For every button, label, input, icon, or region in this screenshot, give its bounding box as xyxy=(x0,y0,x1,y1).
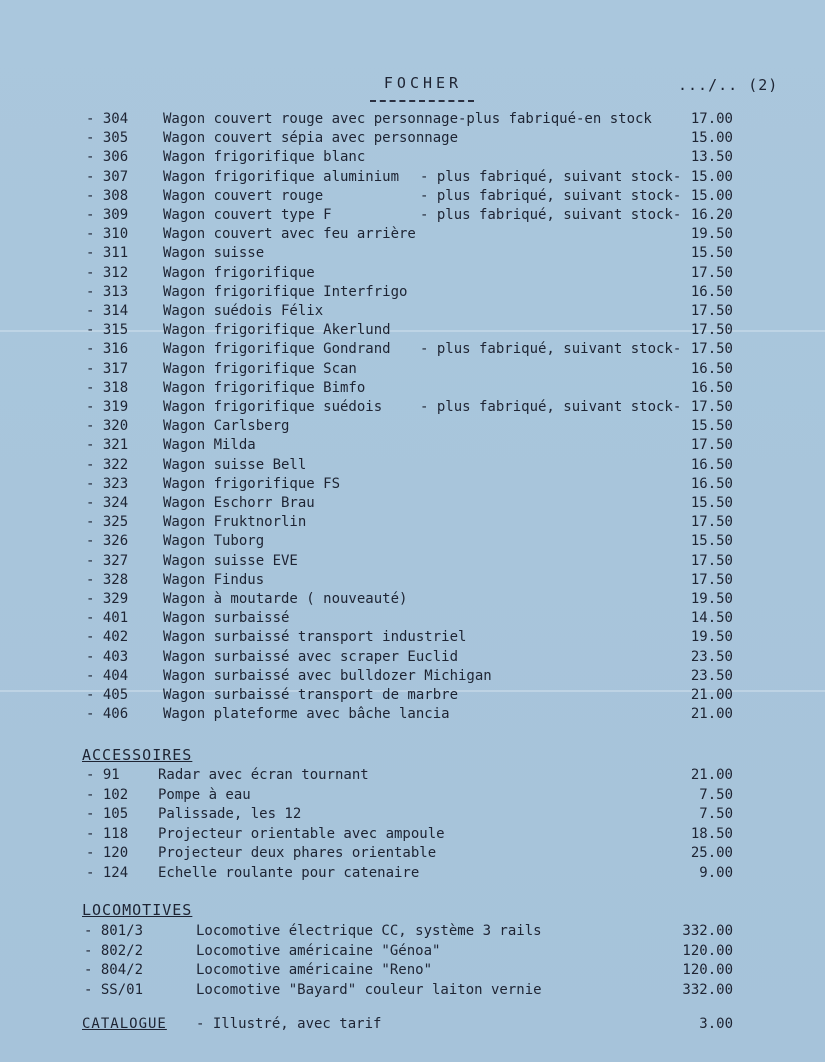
item-code: - 305 xyxy=(86,130,129,147)
item-desc: Wagon suisse EVE xyxy=(163,552,298,569)
item-code: - 403 xyxy=(86,648,129,665)
item-note: - plus fabriqué, suivant stock- xyxy=(420,399,682,415)
item-price: 16.50 xyxy=(690,379,733,396)
list-item xyxy=(0,706,825,725)
page-reference: .../.. (2) xyxy=(678,76,779,94)
item-desc: Palissade, les 12 xyxy=(158,806,302,822)
item-price: 21.00 xyxy=(690,687,733,703)
list-item xyxy=(0,826,825,845)
item-desc: Projecteur deux phares orientable xyxy=(158,845,437,861)
list-item xyxy=(0,943,825,962)
item-price: 19.50 xyxy=(690,591,733,607)
item-code: - 318 xyxy=(86,379,129,396)
list-item xyxy=(0,514,825,533)
list-item xyxy=(0,303,825,322)
list-item xyxy=(0,284,825,303)
list-item xyxy=(0,668,825,687)
item-price: 17.50 xyxy=(690,264,733,281)
item-desc: Wagon suisse xyxy=(163,245,265,262)
title-underline xyxy=(370,100,474,102)
item-price: 17.50 xyxy=(690,303,733,319)
item-desc: Locomotive américaine "Génoa" xyxy=(196,942,441,959)
item-code: - 304 xyxy=(86,111,129,127)
item-desc: Wagon frigorifique Interfrigo xyxy=(163,283,408,300)
item-price: 9.00 xyxy=(699,864,733,881)
item-price: 15.50 xyxy=(690,245,733,262)
item-desc: Wagon surbaissé avec scraper Euclid xyxy=(163,648,459,665)
item-desc: Wagon surbaissé transport de marbre xyxy=(163,687,459,703)
item-desc: Wagon frigorifique Scan xyxy=(163,360,357,377)
list-item xyxy=(0,437,825,456)
item-price: 16.50 xyxy=(690,283,733,300)
list-item xyxy=(0,130,825,149)
catalogue-desc: - Illustré, avec tarif xyxy=(196,1016,382,1032)
item-code: - 326 xyxy=(86,533,129,550)
item-price: 21.00 xyxy=(690,767,733,783)
item-price: 15.50 xyxy=(690,533,733,550)
item-desc: Echelle roulante pour catenaire xyxy=(158,864,420,881)
item-code: - 323 xyxy=(86,475,129,492)
item-price: 18.50 xyxy=(690,825,733,842)
item-price: 16.50 xyxy=(690,475,733,492)
item-price: 16.20 xyxy=(690,207,733,223)
item-code: - 124 xyxy=(86,864,129,881)
list-item xyxy=(0,476,825,495)
item-desc: Wagon surbaissé transport industriel xyxy=(163,629,467,646)
item-desc: Wagon Eschorr Brau xyxy=(163,495,315,511)
item-price: 120.00 xyxy=(682,962,733,978)
item-price: 15.00 xyxy=(690,130,733,147)
catalogue-price: 3.00 xyxy=(699,1016,733,1032)
item-note: - plus fabriqué, suivant stock- xyxy=(420,187,682,204)
item-price: 21.00 xyxy=(690,706,733,723)
item-price: 17.00 xyxy=(690,111,733,127)
item-price: 17.50 xyxy=(690,514,733,531)
item-code: - 325 xyxy=(86,514,129,531)
item-code: - 401 xyxy=(86,610,129,627)
item-price: 332.00 xyxy=(682,923,733,939)
item-price: 23.50 xyxy=(690,648,733,665)
list-item xyxy=(0,687,825,706)
item-desc: Locomotive "Bayard" couleur laiton vernie xyxy=(196,981,542,998)
item-code: - 405 xyxy=(86,687,129,703)
item-price: 13.50 xyxy=(690,149,733,166)
item-code: - 314 xyxy=(86,303,129,319)
list-item xyxy=(0,629,825,648)
item-code: - 311 xyxy=(86,245,129,262)
item-desc: Wagon couvert rouge xyxy=(163,187,324,204)
item-code: - 310 xyxy=(86,226,129,243)
item-price: 19.50 xyxy=(690,629,733,646)
item-desc: Locomotive électrique CC, système 3 rails xyxy=(196,923,542,939)
item-price: 332.00 xyxy=(682,981,733,998)
item-desc: Wagon frigorifique blanc xyxy=(163,149,366,166)
item-price: 17.50 xyxy=(690,571,733,588)
item-desc: Wagon surbaissé xyxy=(163,610,290,627)
item-code: - 802/2 xyxy=(84,942,144,959)
item-code: - 102 xyxy=(86,786,129,803)
list-item xyxy=(0,245,825,264)
item-code: - 307 xyxy=(86,168,129,185)
item-price: 17.50 xyxy=(690,341,733,358)
item-desc: Wagon suisse Bell xyxy=(163,456,307,473)
item-desc: Radar avec écran tournant xyxy=(158,767,369,783)
list-item xyxy=(0,649,825,668)
item-price: 25.00 xyxy=(690,845,733,861)
item-desc: Wagon couvert type F xyxy=(163,207,332,223)
item-price: 17.50 xyxy=(690,322,733,339)
item-code: - 118 xyxy=(86,825,129,842)
item-code: - 327 xyxy=(86,552,129,569)
item-code: - 313 xyxy=(86,283,129,300)
item-desc: Wagon frigorifique xyxy=(163,264,315,281)
list-item xyxy=(0,806,825,825)
item-code: - 316 xyxy=(86,341,129,358)
list-item xyxy=(0,226,825,245)
item-price: 17.50 xyxy=(690,552,733,569)
list-item xyxy=(0,610,825,629)
item-price: 7.50 xyxy=(699,806,733,822)
item-note: - plus fabriqué, suivant stock- xyxy=(420,168,682,185)
item-code: - 328 xyxy=(86,571,129,588)
list-item xyxy=(0,341,825,360)
list-item xyxy=(0,923,825,942)
item-price: 17.50 xyxy=(690,437,733,454)
item-desc: Wagon frigorifique Bimfo xyxy=(163,379,366,396)
item-code: - 406 xyxy=(86,706,129,723)
item-code: - 306 xyxy=(86,149,129,166)
list-item xyxy=(0,361,825,380)
item-code: - 315 xyxy=(86,322,129,339)
list-item xyxy=(0,533,825,552)
list-item xyxy=(0,380,825,399)
item-price: 7.50 xyxy=(699,786,733,803)
item-desc: Wagon surbaissé avec bulldozer Michigan xyxy=(163,667,492,684)
item-note: - plus fabriqué, suivant stock- xyxy=(420,341,682,358)
item-price: 17.50 xyxy=(690,399,733,415)
item-code: - 91 xyxy=(86,767,120,783)
item-desc: Wagon frigorifique suédois xyxy=(163,399,383,415)
item-desc: Projecteur orientable avec ampoule xyxy=(158,825,445,842)
item-price: 19.50 xyxy=(690,226,733,243)
item-desc: Wagon couvert sépia avec personnage xyxy=(163,130,459,147)
list-item xyxy=(0,572,825,591)
page-title: FOCHER xyxy=(383,74,463,92)
item-code: - 312 xyxy=(86,264,129,281)
list-item xyxy=(0,399,825,418)
item-code: - 804/2 xyxy=(84,962,144,978)
list-item xyxy=(0,865,825,884)
list-item xyxy=(0,495,825,514)
item-code: - 329 xyxy=(86,591,129,607)
item-code: - 404 xyxy=(86,667,129,684)
item-desc: Pompe à eau xyxy=(158,786,251,803)
list-item xyxy=(0,322,825,341)
item-code: - 309 xyxy=(86,207,129,223)
list-item xyxy=(0,787,825,806)
item-desc: Wagon frigorifique Gondrand xyxy=(163,341,391,358)
list-item xyxy=(0,169,825,188)
item-desc: Wagon Milda xyxy=(163,437,256,454)
item-desc: Wagon frigorifique Akerlund xyxy=(163,322,391,339)
item-desc: Wagon Carlsberg xyxy=(163,418,290,435)
item-code: - 120 xyxy=(86,845,129,861)
list-item xyxy=(0,845,825,864)
catalogue-row xyxy=(0,1016,825,1036)
item-code: - 324 xyxy=(86,495,129,511)
item-code: - 402 xyxy=(86,629,129,646)
item-price: 23.50 xyxy=(690,667,733,684)
section-title-locomotives: LOCOMOTIVES xyxy=(82,901,193,919)
catalogue-title: CATALOGUE xyxy=(82,1016,167,1032)
item-price: 15.00 xyxy=(690,187,733,204)
item-note: - plus fabriqué, suivant stock- xyxy=(420,207,682,223)
item-code: - 320 xyxy=(86,418,129,435)
item-desc: Wagon plateforme avec bâche lancia xyxy=(163,706,450,723)
item-price: 14.50 xyxy=(690,610,733,627)
item-price: 16.50 xyxy=(690,360,733,377)
list-item xyxy=(0,188,825,207)
item-desc: Wagon couvert avec feu arrière xyxy=(163,226,416,243)
list-item xyxy=(0,149,825,168)
item-price: 120.00 xyxy=(682,942,733,959)
item-price: 16.50 xyxy=(690,456,733,473)
list-item xyxy=(0,962,825,981)
list-item xyxy=(0,207,825,226)
item-desc: Wagon couvert rouge avec personnage-plus fabriqué-en stock xyxy=(163,111,652,127)
item-code: - SS/01 xyxy=(84,981,144,998)
item-desc: Wagon Findus xyxy=(163,571,265,588)
list-item xyxy=(0,591,825,610)
list-item xyxy=(0,265,825,284)
item-code: - 317 xyxy=(86,360,129,377)
item-code: - 801/3 xyxy=(84,923,144,939)
item-desc: Locomotive américaine "Reno" xyxy=(196,962,433,978)
item-code: - 319 xyxy=(86,399,129,415)
list-item xyxy=(0,457,825,476)
list-item xyxy=(0,111,825,130)
item-code: - 322 xyxy=(86,456,129,473)
item-desc: Wagon suédois Félix xyxy=(163,303,324,319)
item-code: - 105 xyxy=(86,806,129,822)
item-desc: Wagon Tuborg xyxy=(163,533,265,550)
item-price: 15.00 xyxy=(690,168,733,185)
item-code: - 321 xyxy=(86,437,129,454)
item-desc: Wagon à moutarde ( nouveauté) xyxy=(163,591,408,607)
item-price: 15.50 xyxy=(690,495,733,511)
item-desc: Wagon frigorifique FS xyxy=(163,475,341,492)
list-item xyxy=(0,418,825,437)
list-item xyxy=(0,553,825,572)
item-code: - 308 xyxy=(86,187,129,204)
item-desc: Wagon Fruktnorlin xyxy=(163,514,307,531)
section-title-accessoires: ACCESSOIRES xyxy=(82,746,193,764)
item-price: 15.50 xyxy=(690,418,733,435)
list-item xyxy=(0,982,825,1001)
item-desc: Wagon frigorifique aluminium xyxy=(163,168,400,185)
list-item xyxy=(0,767,825,786)
